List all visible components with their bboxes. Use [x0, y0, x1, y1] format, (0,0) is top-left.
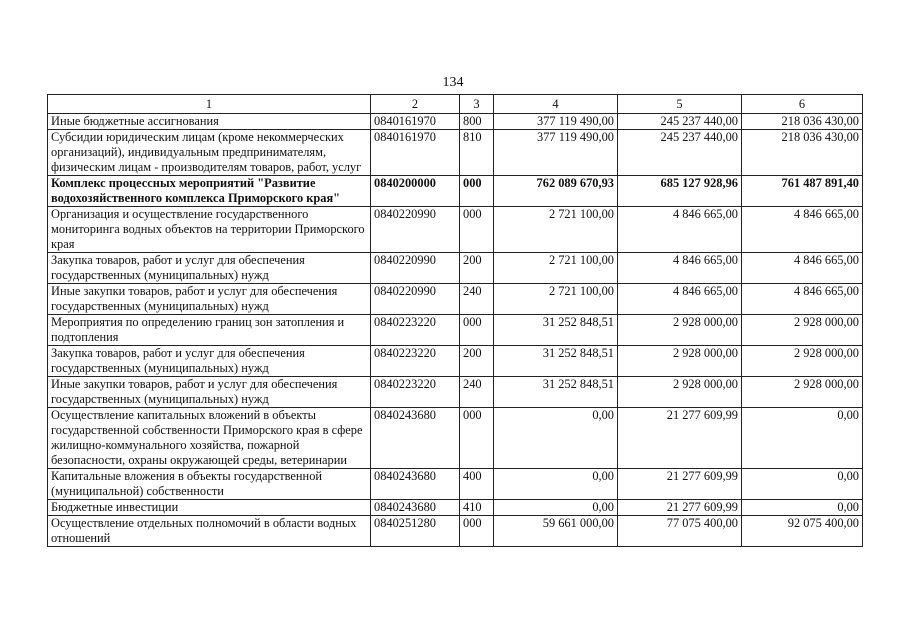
- row-code-cell: 0840161970: [371, 114, 460, 130]
- row-type-cell: 400: [460, 469, 494, 500]
- row-value-col6: 2 928 000,00: [742, 346, 863, 377]
- row-value-col4: 31 252 848,51: [494, 346, 618, 377]
- column-header-1: 1: [48, 95, 371, 114]
- table-row: [48, 408, 863, 469]
- row-value-col6: 4 846 665,00: [742, 284, 863, 315]
- row-code-cell: 0840223220: [371, 377, 460, 408]
- row-value-col4: 377 119 490,00: [494, 130, 618, 176]
- row-type-cell: 240: [460, 284, 494, 315]
- row-value-col4: 762 089 670,93: [494, 176, 618, 207]
- row-code-cell: 0840200000: [371, 176, 460, 207]
- row-code-cell: 0840243680: [371, 469, 460, 500]
- row-value-col6: 761 487 891,40: [742, 176, 863, 207]
- row-value-col5: 2 928 000,00: [618, 377, 742, 408]
- table-row: [48, 315, 863, 346]
- column-header-5: 5: [618, 95, 742, 114]
- row-value-col4: 377 119 490,00: [494, 114, 618, 130]
- row-name-cell: Закупка товаров, работ и услуг для обеспечения государственных (муниципальных) нужд: [48, 346, 371, 377]
- row-type-cell: 810: [460, 130, 494, 176]
- table-row: [48, 516, 863, 547]
- row-value-col6: 0,00: [742, 500, 863, 516]
- row-value-col5: 4 846 665,00: [618, 253, 742, 284]
- column-header-3: 3: [460, 95, 494, 114]
- row-value-col6: 218 036 430,00: [742, 114, 863, 130]
- row-code-cell: 0840251280: [371, 516, 460, 547]
- row-name-cell: Иные закупки товаров, работ и услуг для обеспечения государственных (муниципальных) нужд: [48, 377, 371, 408]
- row-type-cell: 800: [460, 114, 494, 130]
- row-value-col5: 77 075 400,00: [618, 516, 742, 547]
- row-type-cell: 000: [460, 408, 494, 469]
- row-value-col5: 21 277 609,99: [618, 469, 742, 500]
- row-type-cell: 410: [460, 500, 494, 516]
- row-code-cell: 0840220990: [371, 284, 460, 315]
- row-value-col4: 0,00: [494, 500, 618, 516]
- table-row: [48, 207, 863, 253]
- row-value-col5: 245 237 440,00: [618, 114, 742, 130]
- table-row: [48, 253, 863, 284]
- row-value-col4: 59 661 000,00: [494, 516, 618, 547]
- row-type-cell: 000: [460, 315, 494, 346]
- row-name-cell: Мероприятия по определению границ зон затопления и подтопления: [48, 315, 371, 346]
- row-value-col5: 4 846 665,00: [618, 284, 742, 315]
- row-name-cell: Капитальные вложения в объекты государственной (муниципальной) собственности: [48, 469, 371, 500]
- row-name-cell: Иные закупки товаров, работ и услуг для обеспечения государственных (муниципальных) нужд: [48, 284, 371, 315]
- row-value-col5: 2 928 000,00: [618, 315, 742, 346]
- row-value-col6: 2 928 000,00: [742, 315, 863, 346]
- row-value-col6: 4 846 665,00: [742, 253, 863, 284]
- table-row: [48, 377, 863, 408]
- row-code-cell: 0840243680: [371, 408, 460, 469]
- column-header-6: 6: [742, 95, 863, 114]
- row-type-cell: 200: [460, 346, 494, 377]
- row-value-col6: 2 928 000,00: [742, 377, 863, 408]
- table-row: [48, 130, 863, 176]
- row-name-cell: Бюджетные инвестиции: [48, 500, 371, 516]
- table-row: [48, 469, 863, 500]
- table-row: [48, 284, 863, 315]
- row-value-col5: 21 277 609,99: [618, 500, 742, 516]
- row-value-col6: 0,00: [742, 408, 863, 469]
- row-value-col5: 4 846 665,00: [618, 207, 742, 253]
- row-code-cell: 0840220990: [371, 207, 460, 253]
- row-code-cell: 0840243680: [371, 500, 460, 516]
- table-row: [48, 176, 863, 207]
- row-value-col4: 2 721 100,00: [494, 284, 618, 315]
- row-code-cell: 0840223220: [371, 315, 460, 346]
- row-value-col5: 2 928 000,00: [618, 346, 742, 377]
- row-value-col6: 92 075 400,00: [742, 516, 863, 547]
- row-type-cell: 240: [460, 377, 494, 408]
- page-number: 134: [442, 75, 464, 90]
- row-name-cell: Комплекс процессных мероприятий "Развитие водохозяйственного комплекса Приморского края": [48, 176, 371, 207]
- header-row: [48, 95, 863, 114]
- row-value-col4: 31 252 848,51: [494, 315, 618, 346]
- row-name-cell: Организация и осуществление государственного мониторинга водных объектов на территории Приморского края: [48, 207, 371, 253]
- table-row: [48, 346, 863, 377]
- row-value-col4: 31 252 848,51: [494, 377, 618, 408]
- row-value-col4: 0,00: [494, 469, 618, 500]
- row-name-cell: Осуществление капитальных вложений в объекты государственной собственности Приморского края в сфере жилищно-коммунального хозяйства, пожарной безопасности, охраны окружающей среды, ветеринарии: [48, 408, 371, 469]
- column-header-4: 4: [494, 95, 618, 114]
- budget-table-body: [48, 95, 863, 547]
- row-code-cell: 0840220990: [371, 253, 460, 284]
- row-type-cell: 200: [460, 253, 494, 284]
- row-value-col6: 218 036 430,00: [742, 130, 863, 176]
- table-row: [48, 114, 863, 130]
- row-name-cell: Закупка товаров, работ и услуг для обеспечения государственных (муниципальных) нужд: [48, 253, 371, 284]
- row-type-cell: 000: [460, 516, 494, 547]
- row-type-cell: 000: [460, 207, 494, 253]
- row-value-col5: 21 277 609,99: [618, 408, 742, 469]
- column-header-2: 2: [371, 95, 460, 114]
- row-value-col6: 0,00: [742, 469, 863, 500]
- row-name-cell: Иные бюджетные ассигнования: [48, 114, 371, 130]
- row-type-cell: 000: [460, 176, 494, 207]
- row-value-col4: 2 721 100,00: [494, 253, 618, 284]
- budget-table: [47, 94, 863, 547]
- table-row: [48, 500, 863, 516]
- row-value-col5: 685 127 928,96: [618, 176, 742, 207]
- row-name-cell: Осуществление отдельных полномочий в области водных отношений: [48, 516, 371, 547]
- row-value-col4: 0,00: [494, 408, 618, 469]
- row-code-cell: 0840223220: [371, 346, 460, 377]
- row-value-col4: 2 721 100,00: [494, 207, 618, 253]
- row-name-cell: Субсидии юридическим лицам (кроме некоммерческих организаций), индивидуальным предпринимателям, физическим лицам - производителям товаров, работ, услуг: [48, 130, 371, 176]
- row-value-col5: 245 237 440,00: [618, 130, 742, 176]
- row-value-col6: 4 846 665,00: [742, 207, 863, 253]
- row-code-cell: 0840161970: [371, 130, 460, 176]
